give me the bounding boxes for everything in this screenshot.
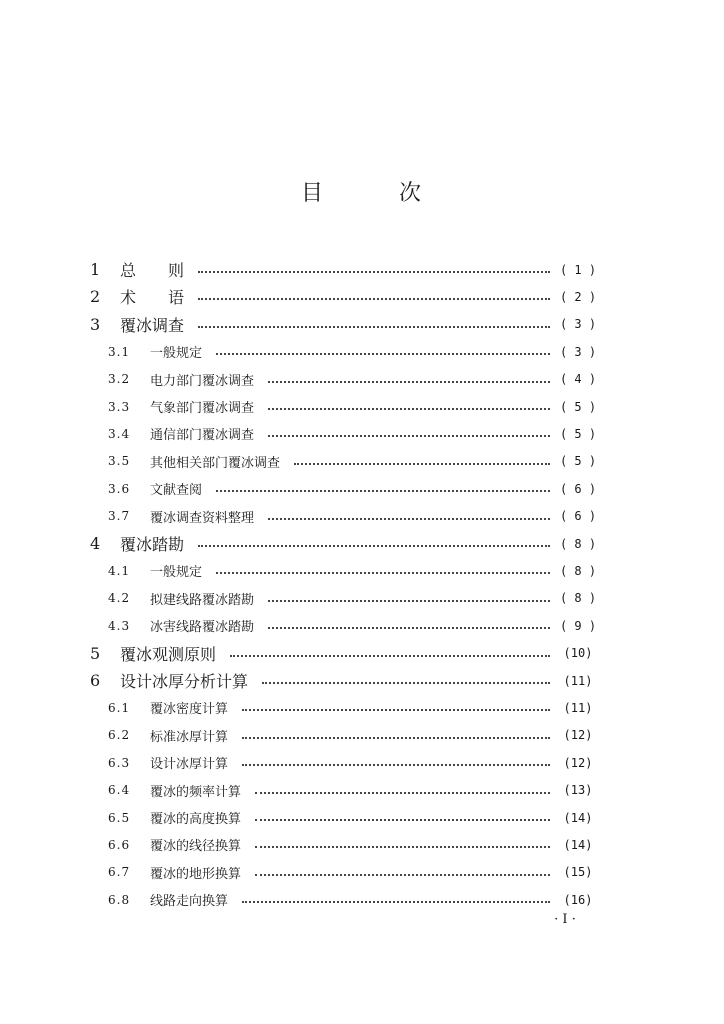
toc-entry[interactable] xyxy=(0,420,724,447)
dot-leader xyxy=(294,463,550,465)
toc-entry-number: 6.8 xyxy=(108,892,131,907)
dot-leader xyxy=(216,490,550,492)
toc-entry[interactable] xyxy=(0,886,724,913)
page-title-char-2: 次 xyxy=(399,181,424,206)
toc-entry[interactable] xyxy=(0,667,724,694)
toc-entry-number: 5 xyxy=(90,643,101,663)
dot-leader xyxy=(268,381,550,383)
toc-entry-title: 标准冰厚计算 xyxy=(150,729,229,745)
toc-entry-number: 3 xyxy=(90,314,101,334)
toc-entry-title: 文献查阅 xyxy=(150,483,203,499)
toc-entry[interactable] xyxy=(0,804,724,831)
toc-entry-page: ( 5 ) xyxy=(559,426,597,441)
dot-leader xyxy=(198,326,550,328)
toc-entry[interactable] xyxy=(0,640,724,667)
toc-entry-number: 3.6 xyxy=(108,481,131,496)
dot-leader xyxy=(216,572,550,574)
toc-entry-number: 6.1 xyxy=(108,700,131,715)
toc-entry-page: ( 6 ) xyxy=(559,509,597,524)
toc-entry[interactable] xyxy=(0,859,724,886)
dot-leader xyxy=(198,271,550,273)
toc-entry-number: 4.1 xyxy=(108,563,131,578)
toc-entry-page: ( 8 ) xyxy=(559,536,597,551)
toc-entry[interactable] xyxy=(0,475,724,502)
toc-entry-page: ( 5 ) xyxy=(559,399,597,414)
toc-entry-number: 3.7 xyxy=(108,509,131,524)
toc-entry-title: 设计冰厚分析计算 xyxy=(120,672,249,691)
toc-entry[interactable] xyxy=(0,530,724,557)
toc-entry-title: 覆冰的频率计算 xyxy=(150,784,242,800)
toc-entry-number: 3.5 xyxy=(108,454,131,469)
toc-entry-page: (14) xyxy=(563,837,593,852)
toc-entry[interactable] xyxy=(0,694,724,721)
toc-entry-page: ( 8 ) xyxy=(559,591,597,606)
toc-entry-page: (15) xyxy=(563,865,593,880)
dot-leader xyxy=(262,682,550,684)
toc-entry-page: ( 9 ) xyxy=(559,618,597,633)
dot-leader xyxy=(242,901,550,903)
toc-entry-page: (13) xyxy=(563,783,593,798)
toc-entry-title: 电力部门覆冰调查 xyxy=(150,373,255,389)
toc-entry[interactable] xyxy=(0,749,724,776)
toc-entry-page: ( 2 ) xyxy=(559,289,597,304)
toc-entry-number: 4 xyxy=(90,534,101,553)
toc-entry-title: 一般规定 xyxy=(150,565,203,581)
toc-entry-title: 覆冰踏勘 xyxy=(120,535,185,554)
toc-entry-number: 6.4 xyxy=(108,783,131,798)
toc-entry-page: (10) xyxy=(563,646,593,661)
toc-entry[interactable] xyxy=(0,722,724,749)
toc-entry-page: ( 1 ) xyxy=(559,262,597,277)
toc-entry-title: 覆冰的地形换算 xyxy=(150,866,242,882)
toc-entry-page: (11) xyxy=(563,700,593,715)
dot-leader xyxy=(242,709,550,711)
dot-leader xyxy=(268,435,550,437)
toc-entry-title: 总 则 xyxy=(120,261,185,280)
toc-entry-title: 覆冰调查资料整理 xyxy=(150,510,255,526)
toc-entry-number: 3.3 xyxy=(108,399,131,414)
toc-entry-number: 3.2 xyxy=(108,372,131,387)
dot-leader xyxy=(198,545,550,547)
dot-leader xyxy=(268,408,550,410)
toc-entry-number: 2 xyxy=(90,287,101,307)
dot-leader xyxy=(216,353,550,355)
toc-entry-number: 6.7 xyxy=(108,865,131,880)
toc-entry-page: (12) xyxy=(563,728,593,743)
toc-entry[interactable] xyxy=(0,831,724,858)
toc-entry-number: 3.4 xyxy=(108,426,131,441)
toc-entry-page: (14) xyxy=(563,810,593,825)
toc-entry[interactable] xyxy=(0,557,724,584)
toc-entry-number: 4.2 xyxy=(108,591,131,606)
toc-entry[interactable] xyxy=(0,448,724,475)
toc-entry-page: ( 5 ) xyxy=(559,454,597,469)
toc-entry-title: 拟建线路覆冰踏勘 xyxy=(150,592,255,608)
toc-entry-number: 6.3 xyxy=(108,755,131,770)
toc-entry-title: 设计冰厚计算 xyxy=(150,757,229,773)
toc-entry[interactable] xyxy=(0,366,724,393)
toc-entry-number: 6.5 xyxy=(108,810,131,825)
toc-entry-page: ( 8 ) xyxy=(559,563,597,578)
dot-leader xyxy=(268,627,550,629)
toc-entry-number: 6 xyxy=(90,671,101,690)
toc-entry-page: (12) xyxy=(563,755,593,770)
toc-entry-number: 6.2 xyxy=(108,728,131,743)
dot-leader xyxy=(198,298,550,300)
toc-entry-page: ( 6 ) xyxy=(559,481,597,496)
toc-entry[interactable] xyxy=(0,393,724,420)
toc-entry-title: 通信部门覆冰调查 xyxy=(150,428,255,444)
toc-entry-title: 冰害线路覆冰踏勘 xyxy=(150,620,255,636)
toc-entry-page: (16) xyxy=(563,892,593,907)
toc-entry-title: 覆冰的线径换算 xyxy=(150,839,242,855)
dot-leader xyxy=(268,518,550,520)
dot-leader xyxy=(255,846,550,848)
toc-entry[interactable] xyxy=(0,256,724,283)
toc-entry-title: 线路走向换算 xyxy=(150,894,229,910)
dot-leader xyxy=(255,792,550,794)
toc-entry-page: ( 3 ) xyxy=(559,344,597,359)
toc-entry-title: 覆冰的高度换算 xyxy=(150,812,242,827)
dot-leader xyxy=(230,655,550,657)
toc-entry-number: 1 xyxy=(90,260,101,279)
dot-leader xyxy=(255,874,550,876)
toc-entry-title: 其他相关部门覆冰调查 xyxy=(150,455,281,471)
dot-leader xyxy=(242,737,550,739)
toc-entry-page: ( 3 ) xyxy=(559,317,597,332)
toc-entry[interactable] xyxy=(0,283,724,310)
dot-leader xyxy=(268,600,550,602)
toc-entry-number: 3.1 xyxy=(108,344,131,359)
page-title-char-1: 目 xyxy=(300,181,325,206)
toc-entry-number: 6.6 xyxy=(108,837,131,852)
toc-entry[interactable] xyxy=(0,585,724,612)
toc-entry-title: 覆冰调查 xyxy=(120,315,185,335)
toc-entry[interactable] xyxy=(0,503,724,530)
toc-entry-page: ( 4 ) xyxy=(559,372,597,387)
toc-entry-page: (11) xyxy=(563,673,593,688)
page-title xyxy=(0,176,724,207)
toc-entry-number: 4.3 xyxy=(108,618,131,633)
toc-entry-title: 覆冰观测原则 xyxy=(120,644,217,664)
toc-entry-title: 覆冰密度计算 xyxy=(150,702,229,718)
toc-entry[interactable] xyxy=(0,777,724,804)
dot-leader xyxy=(255,819,550,821)
toc-entry[interactable] xyxy=(0,311,724,338)
toc-entry-title: 术 语 xyxy=(120,288,185,308)
toc-entry-title: 气象部门覆冰调查 xyxy=(150,401,255,416)
dot-leader xyxy=(242,764,550,766)
toc-entry-title: 一般规定 xyxy=(150,346,203,362)
toc-entry[interactable] xyxy=(0,612,724,639)
toc-entry[interactable] xyxy=(0,338,724,365)
page-folio: · Ⅰ · xyxy=(554,912,576,927)
